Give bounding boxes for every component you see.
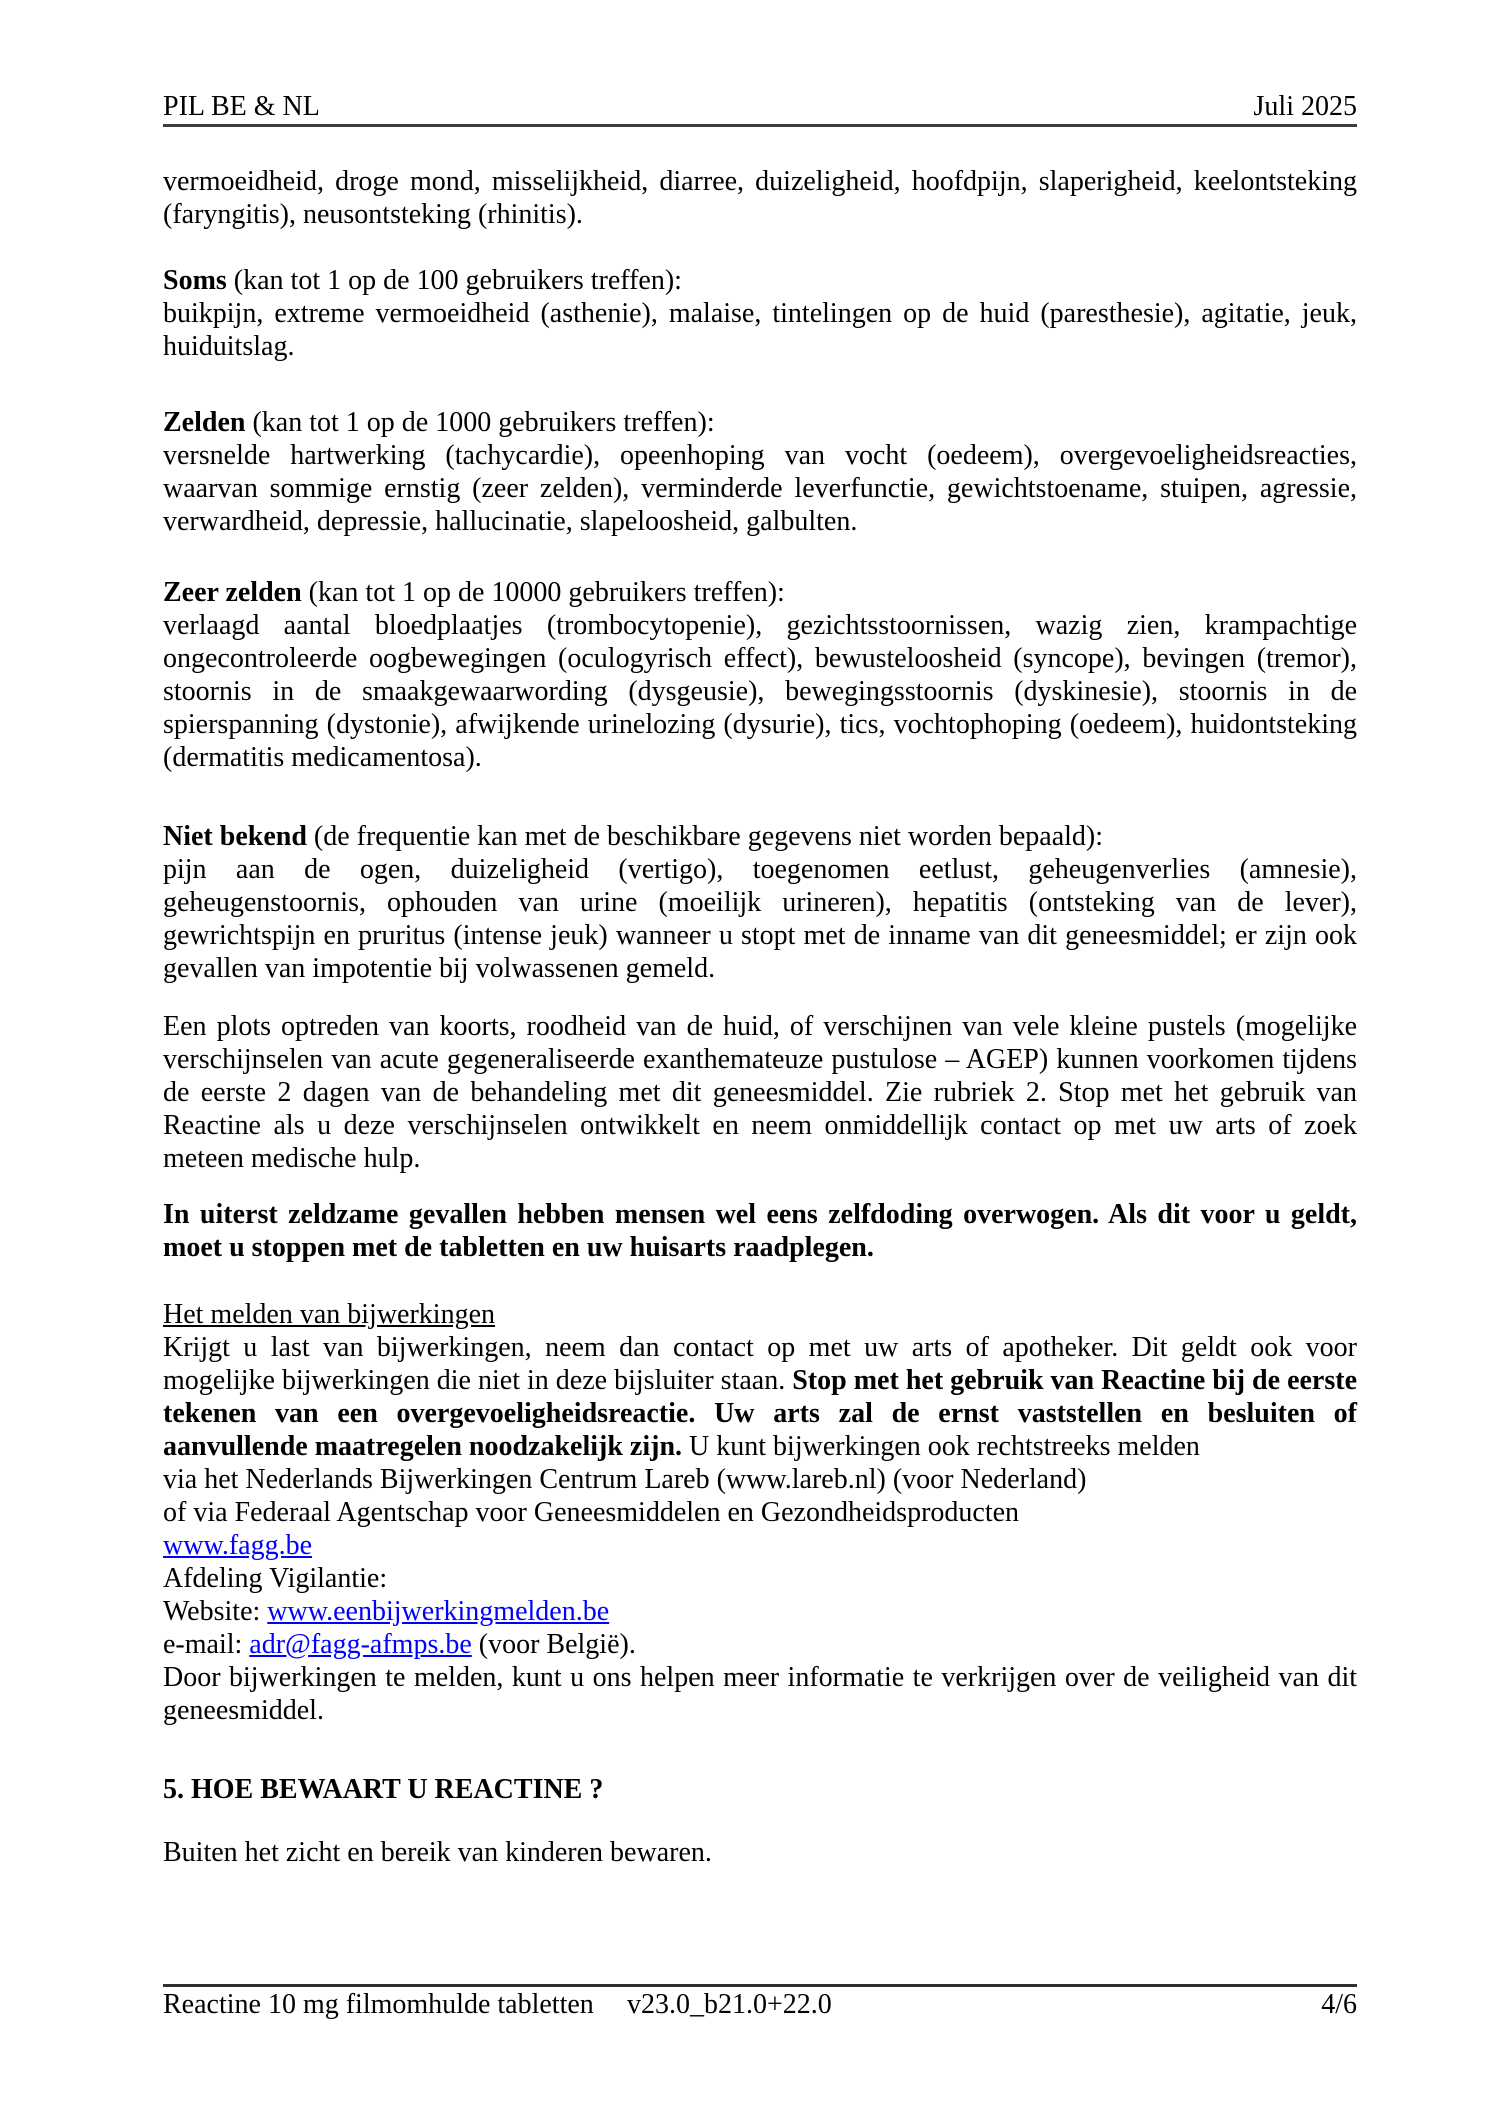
fagg-link[interactable]: www.fagg.be bbox=[163, 1530, 313, 1561]
reporting-line-vigilantie: Afdeling Vigilantie: bbox=[163, 1563, 388, 1594]
page-footer bbox=[163, 1984, 1357, 2021]
email-label: e-mail: bbox=[163, 1629, 250, 1660]
page-header bbox=[163, 90, 1357, 123]
reporting-body-before: Krijgt u last van bijwerkingen, neem dan contact op met uw arts of apotheker. Dit geldt ook voor mogelijke bijwerkingen die niet in deze bijsluiter staan. bbox=[163, 1332, 1357, 1396]
email-suffix: (voor België). bbox=[471, 1629, 636, 1660]
section-reporting bbox=[163, 1298, 1357, 1727]
section-zelden bbox=[163, 406, 1357, 538]
storage-body: Buiten het zicht en bereik van kinderen bewaren. bbox=[163, 1837, 712, 1868]
frequency-heading bbox=[163, 576, 1357, 609]
reporting-line-lareb: via het Nederlands Bijwerkingen Centrum Lareb (www.lareb.nl) (voor Nederland) bbox=[163, 1464, 1087, 1495]
frequency-heading bbox=[163, 406, 1357, 439]
frequency-body: buikpijn, extreme vermoeidheid (asthenie), malaise, tintelingen op de huid (paresthesie), agitatie, jeuk, huiduitslag. bbox=[163, 298, 1357, 362]
frequency-label: Soms bbox=[163, 265, 227, 296]
footer-line bbox=[163, 1988, 1357, 2021]
reporting-heading: Het melden van bijwerkingen bbox=[163, 1299, 496, 1330]
frequency-body: verlaagd aantal bloedplaatjes (trombocytopenie), gezichtsstoornissen, wazig zien, krampachtige ongecontroleerde oogbewegingen (oculogyrisch effect), bewusteloosheid (syncope), bevingen (tremor), stoornis in de smaakgewaarwording (dysgeusie), bewegingsstoornis (dyskinesie), stoornis in de spierspanning (dystonie), afwijkende urinelozing (dysurie), tics, vochtophoping (oedeem), huidontsteking (dermatitis medicamentosa). bbox=[163, 610, 1357, 773]
frequency-suffix: (kan tot 1 op de 10000 gebruikers treffen): bbox=[301, 577, 785, 608]
frequency-body: versnelde hartwerking (tachycardie), opeenhoping van vocht (oedeem), overgevoeligheidsreacties, waarvan sommige ernstig (zeer zelden), verminderde leverfunctie, gewichtstoename, stuipen, agressie, verwardheid, depressie, hallucinatie, slapeloosheid, galbulten. bbox=[163, 440, 1357, 537]
frequency-suffix: (kan tot 1 op de 100 gebruikers treffen): bbox=[226, 265, 682, 296]
section-soms bbox=[163, 264, 1357, 363]
email-link[interactable]: adr@fagg-afmps.be bbox=[249, 1629, 472, 1660]
paragraph-suicide-warning: In uiterst zeldzame gevallen hebben mensen wel eens zelfdoding overwogen. Als dit voor u geldt, moet u stoppen met de tabletten en uw huisarts raadplegen. bbox=[163, 1199, 1357, 1263]
header-doc-type: PIL BE & NL bbox=[163, 91, 320, 122]
reporting-body-after: U kunt bijwerkingen ook rechtstreeks melden bbox=[682, 1431, 1200, 1462]
header-rule bbox=[163, 124, 1357, 127]
section-storage bbox=[163, 1773, 1357, 1869]
reporting-line-fagg-link bbox=[163, 1529, 1357, 1562]
section-niet-bekend bbox=[163, 820, 1357, 985]
footer-page-number: 4/6 bbox=[1321, 1989, 1357, 2020]
frequency-label: Zelden bbox=[163, 407, 246, 438]
reporting-closing: Door bijwerkingen te melden, kunt u ons helpen meer informatie te verkrijgen over de veiligheid van dit geneesmiddel. bbox=[163, 1662, 1357, 1726]
reporting-line-email bbox=[163, 1628, 1357, 1661]
frequency-suffix: (kan tot 1 op de 1000 gebruikers treffen): bbox=[245, 407, 715, 438]
footer-product-name: Reactine 10 mg filmomhulde tabletten bbox=[163, 1989, 594, 2020]
storage-heading: 5. HOE BEWAART U REACTINE ? bbox=[163, 1774, 604, 1805]
reporting-line-fagg-intro: of via Federaal Agentschap voor Geneesmiddelen en Gezondheidsproducten bbox=[163, 1497, 1020, 1528]
website-link[interactable]: www.eenbijwerkingmelden.be bbox=[267, 1596, 610, 1627]
footer-version: v23.0_b21.0+22.0 bbox=[627, 1989, 832, 2020]
frequency-suffix: (de frequentie kan met de beschikbare gegevens niet worden bepaald): bbox=[306, 821, 1104, 852]
paragraph-intro-side-effects: vermoeidheid, droge mond, misselijkheid, diarree, duizeligheid, hoofdpijn, slaperigheid, keelontsteking (faryngitis), neusontsteking (rhinitis). bbox=[163, 166, 1357, 230]
reporting-line-website bbox=[163, 1595, 1357, 1628]
frequency-heading bbox=[163, 264, 1357, 297]
reporting-body-bold: Stop met het gebruik van Reactine bij de eerste tekenen van een overgevoeligheidsreactie. Uw arts zal de ernst vaststellen en besluiten of aanvullende maatregelen noodzakelijk zijn. bbox=[163, 1365, 1357, 1462]
header-date: Juli 2025 bbox=[1253, 91, 1357, 122]
paragraph-agep-warning: Een plots optreden van koorts, roodheid van de huid, of verschijnen van vele kleine pustels (mogelijke verschijnselen van acute gegeneraliseerde exanthemateuze pustulose – AGEP) kunnen voorkomen tijdens de eerste 2 dagen van de behandeling met dit geneesmiddel. Zie rubriek 2. Stop met het gebruik van Reactine als u deze verschijnselen ontwikkelt en neem onmiddellijk contact op met uw arts of zoek meteen medische hulp. bbox=[163, 1011, 1357, 1174]
frequency-heading bbox=[163, 820, 1357, 853]
frequency-label: Zeer zelden bbox=[163, 577, 302, 608]
reporting-body bbox=[163, 1331, 1357, 1463]
frequency-body: pijn aan de ogen, duizeligheid (vertigo), toegenomen eetlust, geheugenverlies (amnesie), geheugenstoornis, ophouden van urine (moeilijk urineren), hepatitis (ontsteking van de lever), gewrichtspijn en pruritus (intense jeuk) wanneer u stopt met de inname van dit geneesmiddel; er zijn ook gevallen van impotentie bij volwassenen gemeld. bbox=[163, 854, 1357, 984]
website-label: Website: bbox=[163, 1596, 268, 1627]
section-zeer-zelden bbox=[163, 576, 1357, 774]
frequency-label: Niet bekend bbox=[163, 821, 307, 852]
